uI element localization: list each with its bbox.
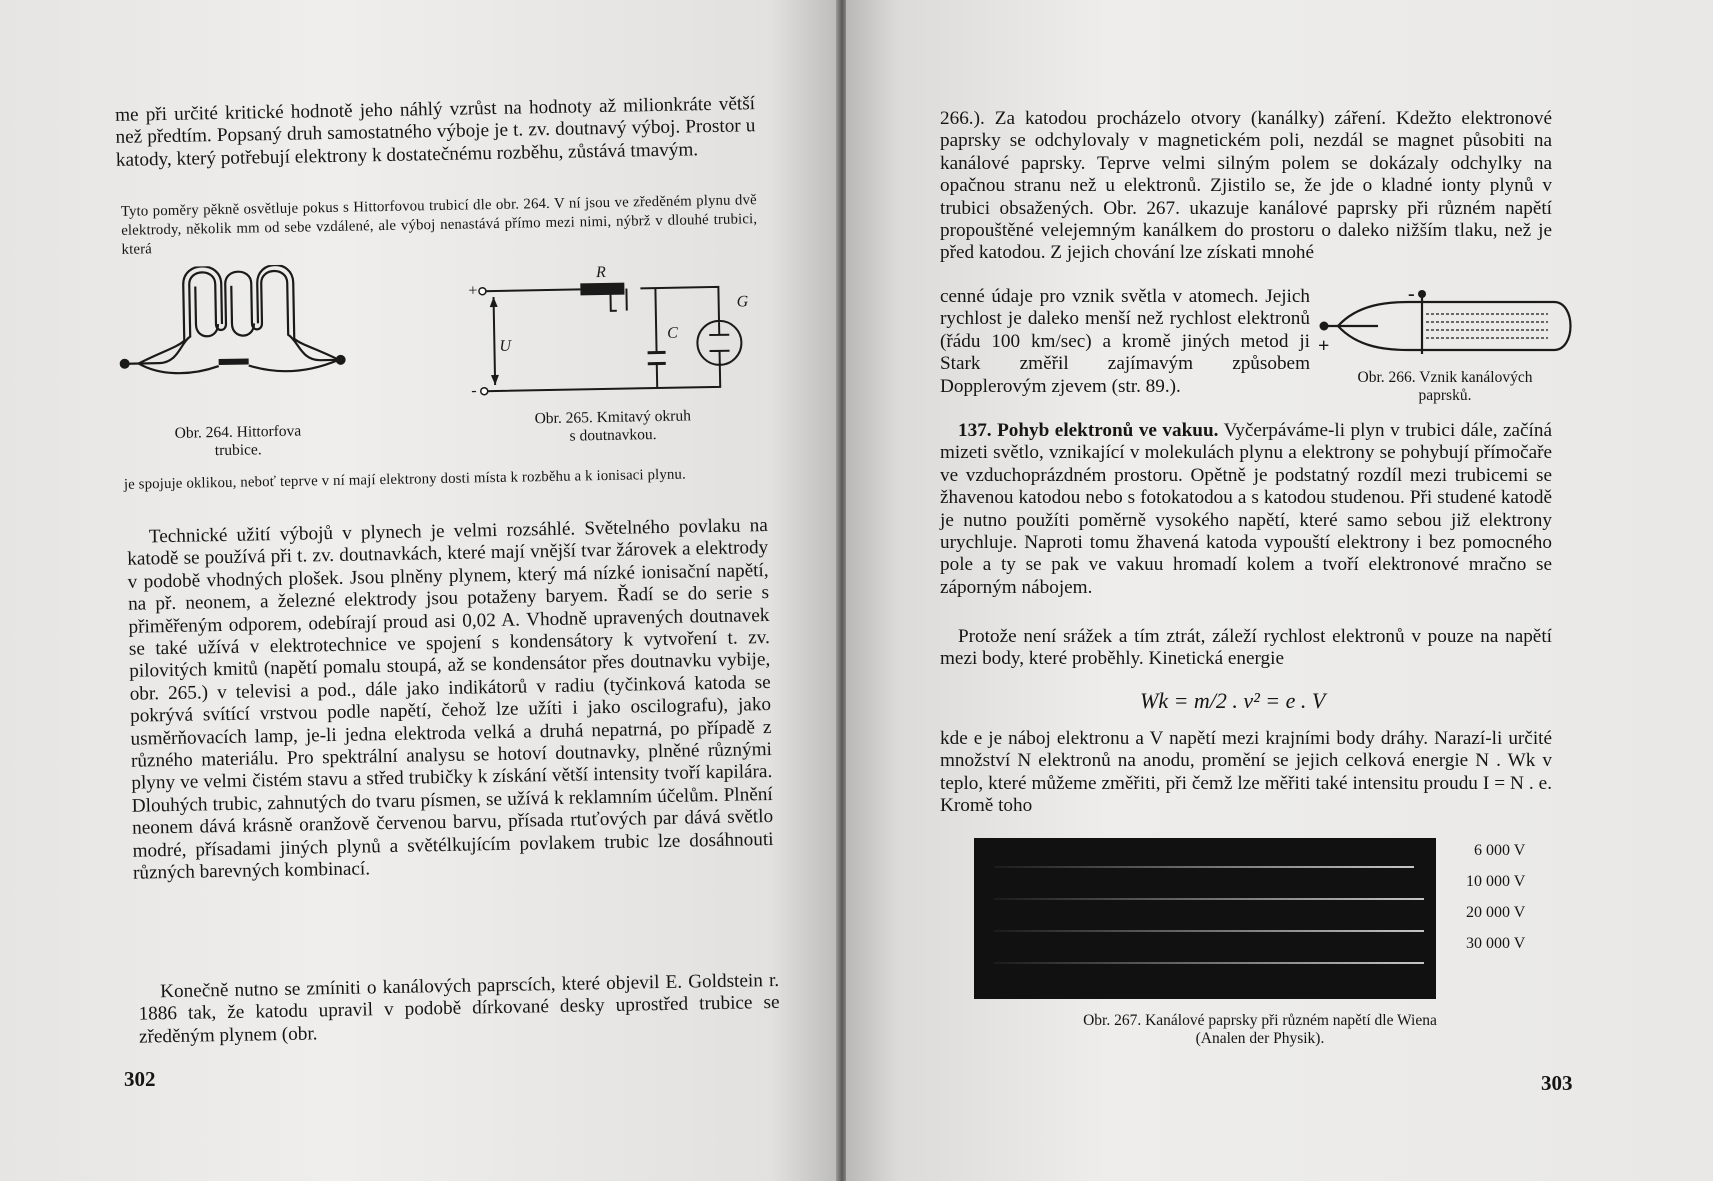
fig266-caption-line2: paprsků. — [1418, 387, 1472, 404]
left-small-paragraph-2: je spojuje oklikou, neboť teprve v ní mají elektrony dosti místa k rozběhu a k ionisaci plynu. — [123, 466, 687, 493]
voltage-label-3: 20 000 V — [1466, 904, 1526, 921]
oscillating-circuit-figure — [460, 256, 763, 411]
fig266-caption-line1: Obr. 266. Vznik kanálových — [1357, 369, 1533, 386]
right-paragraph-1b: cenné údaje pro vznik světla v atomech. Jejich rychlost je daleko menší než rychlost elektronů (řádu 100 km/sec) a kromě jiných metod ji Stark změřil zajímavým způsobem Dopplerovým zjevem (str. 89.). — [940, 286, 1310, 397]
label-minus: - — [471, 382, 477, 400]
canal-ray-tube-figure — [1318, 290, 1578, 370]
left-page — [0, 0, 838, 1181]
right-paragraph-4: kde e je náboj elektronu a V napětí mezi krajními body dráhy. Narazí-li určité množství N elektronů na anodu, promění se jejich celková energie N . Wk v teplo, které můžeme změřiti, při čemž lze měřiti také intensitu proudu I = N . e. Kromě toho — [940, 728, 1552, 817]
right-paragraph-2 — [940, 420, 1552, 599]
page-number-left: 302 — [124, 1067, 156, 1091]
fig264-caption-line2: trubice. — [214, 441, 262, 460]
right-paragraph-2-text: Vyčerpáváme-li plyn v trubici dále, začíná mizeti světlo, vznikající v molekulách plynu a elektrony se pohybují přímočaře ve vzduchoprázdném prostoru. Opětně je podstatný rozdíl mezi trubicemi se žhavenou katodou nebo s fotokatodou a s katodou studenou. Při studené katodě je nutno použíti poměrně vysokého napětí, které samo sebou již elektrony urychluje. Naproti tomu žhavená katoda vypouští elektrony i bez pomocného pole a ty se pak ve vakuu hromadí kolem a tvoří elektronové mračno se záporným nábojem. — [940, 420, 1552, 598]
hittorf-tube-figure — [117, 264, 349, 393]
label-plus: + — [468, 282, 478, 300]
voltage-label-1: 6 000 V — [1474, 842, 1526, 859]
voltage-label-4: 30 000 V — [1466, 935, 1526, 952]
electrode-left-icon — [120, 359, 130, 369]
kinetic-energy-equation: Wk = m/2 . v² = e . V — [1140, 688, 1326, 713]
anode-terminal-icon — [1320, 322, 1329, 331]
cathode-terminal-icon — [1418, 290, 1426, 298]
right-paragraph-1a: 266.). Za katodou procházelo otvory (kanálky) záření. Kdežto elektronové paprsky se odchylovaly v magnetickém poli, nezdál se magnet působiti na kanálové paprsky. Teprve velmi silným polem se dokázaly odchylky na opačnou stranu než u elektronů. Zjistilo se, že jde o kladné ionty plynů v trubici obsažených. Obr. 267. ukazuje kanálové paprsky při různém napětí propouštěné velejemným kanálkem do prostoru o daleko nižším tlaku, než je před katodou. Z jejich chování lze získati mnohé — [940, 108, 1552, 264]
right-paragraph-3: Protože není srážek a tím ztrát, záleží rychlost elektronů v pouze na napětí mezi body, které proběhly. Kinetická energie — [940, 626, 1552, 670]
section-heading: 137. Pohyb elektronů ve vakuu. — [958, 420, 1219, 441]
fig266-plus-label: + — [1318, 335, 1330, 357]
left-paragraph-3: Konečně nutno se zmíniti o kanálových paprscích, které objevil E. Goldstein r. 1886 tak, že katodu upravil v podobě dírkované desky uprostřed trubice se zředěným plynem (obr. — [138, 969, 780, 1048]
left-paragraph-2: Technické užití výbojů v plynech je velmi rozsáhlé. Světelného povlaku na katodě se používá při t. zv. doutnavkách, které mají vnější tvar žárovek a elektrody v podobě vhodných plošek. Jsou plněny plynem, který má nízké ionisační napětí, na př. neonem, a železné elektrody jsou potaženy baryem. Řadí se do serie s přiměřeným odporem, odebírají proud asi 0,02 A. Vhodně upravených doutnavek se také užívá v elektrotechnice ve spojení s kondensátory k vytvoření t. zv. pilovitých kmitů (napětí pomalu stoupá, až se kondensátor přes doutnavku vybije, obr. 265.) v televisi a pod., dále jako indikátorů v radiu (tyčinková katoda se pokrývá svítící vrstvou podle napětí, čehož lze užíti i jako oscilografu), jako usměrňovacích lamp, je-li jedna elektroda velká a druhá nepatrná, po případě z různého materiálu. Pro spektrální analysu se hotoví doutnavky, plněné různými plyny ve velmi čistém stavu a střed trubičky k získání větší intensity tvoří kapilára. Dlouhých trubic, zahnutých do tvaru písmen, se užívá k reklamním účelům. Plnění neonem dává krásně oranžově červenou barvu, přísada rtuťových par dává světlo modré, přísadami jiných plynů a světélkujícím povlakem trubic lze dosáhnouti různých barevných kombinací. — [127, 515, 774, 884]
canal-rays-photograph — [974, 838, 1436, 999]
fig267-caption-line2: (Analen der Physik). — [1195, 1030, 1325, 1047]
fig264-caption-line1: Obr. 264. Hittorfova — [174, 422, 302, 442]
fig265-caption-line1: Obr. 265. Kmitavý okruh — [534, 407, 692, 428]
left-small-paragraph-1: Tyto poměry pěkně osvětluje pokus s Hittorfovou trubicí dle obr. 264. V ní jsou ve zředěném plynu dvě elektrody, několik mm od sebe vzdálené, ale výboj nenastává přímo mezi nimi, nýbrž v dlouhé trubici, která — [120, 192, 758, 259]
voltage-label-2: 10 000 V — [1466, 873, 1526, 890]
left-paragraph-1: me při určité kritické hodnotě jeho náhlý vzrůst na hodnoty až milionkráte větší než předtím. Popsaný druh samostatného výboje je t. zv. doutnavý výboj. Prostor u katody, který potřebují elektrony k dostatečnému rozběhu, zůstává tmavým. — [114, 93, 756, 171]
label-R: R — [595, 263, 607, 282]
label-G: G — [736, 293, 749, 311]
fig267-caption-line1: Obr. 267. Kanálové paprsky při různém napětí dle Wiena — [1083, 1012, 1437, 1029]
label-C: C — [667, 324, 679, 342]
label-U: U — [499, 337, 512, 355]
page-number-right: 303 — [1541, 1071, 1573, 1095]
fig265-caption-line2: s doutnavkou. — [569, 426, 657, 445]
fig266-minus-label: - — [1408, 290, 1415, 305]
electrode-right-icon — [336, 355, 346, 365]
